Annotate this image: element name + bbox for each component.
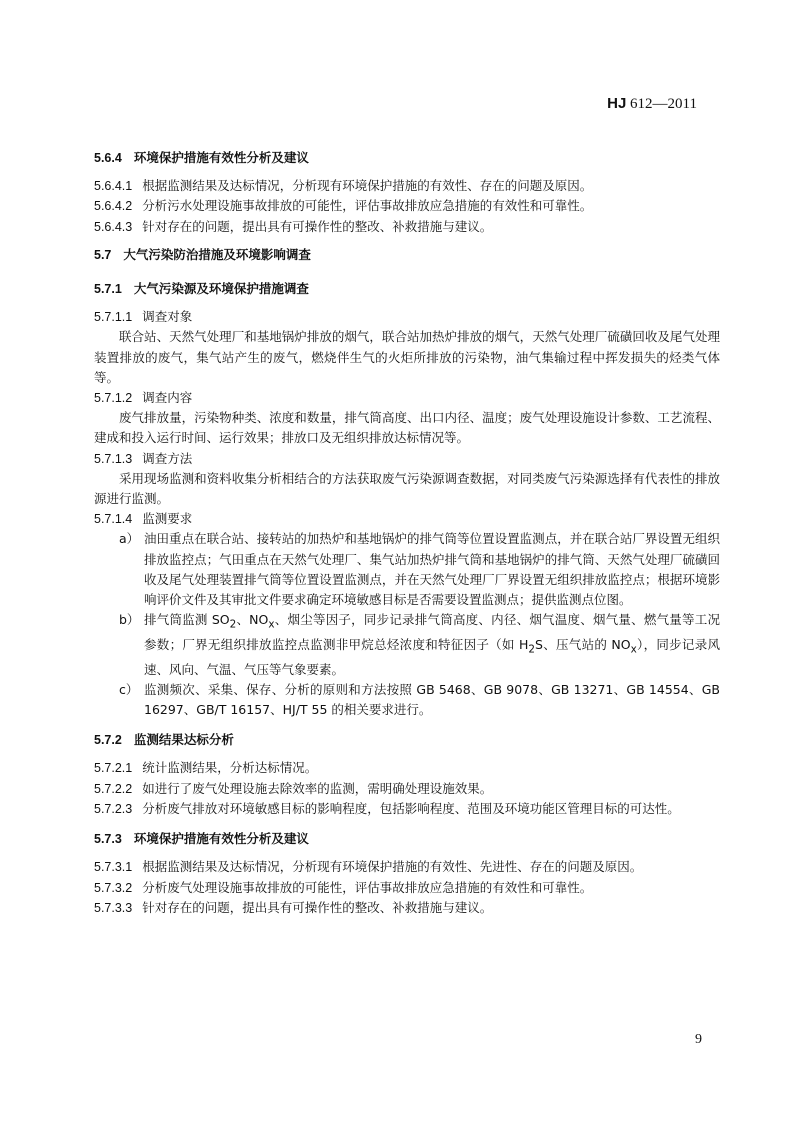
clause-5-7-1-2 — [94, 388, 720, 408]
text-run: ），同步记录风速、风向、气温、气压等气象要素。 — [144, 636, 720, 677]
clause-5-7-1-1 — [94, 307, 720, 327]
clause-number: 5.7.2.2 — [94, 781, 133, 796]
text-run: S、压气站的 NO — [535, 636, 631, 652]
section-5-7-3-heading — [94, 829, 720, 849]
page-number: 9 — [695, 1032, 702, 1047]
clause-title: 调查内容 — [142, 390, 193, 406]
section-5-7-heading — [94, 245, 720, 265]
paragraph: 废气排放量，污染物种类、浓度和数量，排气筒高度、出口内径、温度；废气处理设施设计参数、工艺流程、建成和投入运行时间、运行效果；排放口及无组织排放达标情况等。 — [94, 410, 720, 446]
clause-5-7-3-1 — [94, 857, 720, 877]
clause-number: 5.7.3.2 — [94, 880, 133, 895]
section-5-6-4-heading — [94, 148, 720, 168]
section-title: 监测结果达标分析 — [133, 732, 234, 748]
header-code: HJ — [607, 95, 627, 112]
document-body — [94, 148, 720, 918]
list-marker: a） — [119, 531, 140, 547]
subscript: x — [630, 643, 637, 656]
list-text: 监测频次、采集、保存、分析的原则和方法按照 GB 5468、GB 9078、GB 13271、GB 14554、GB 16297、GB/T 16157、HJ/T 55 的相关要求进行。 — [144, 681, 720, 718]
list-item — [119, 610, 720, 680]
clause-5-7-3-2 — [94, 878, 720, 898]
requirement-list — [94, 529, 720, 720]
clause-text: 针对存在的问题，提出具有可操作性的整改、补救措施与建议。 — [142, 218, 493, 234]
section-number: 5.7.3 — [94, 832, 122, 847]
list-text — [144, 610, 720, 680]
clause-text: 统计监测结果，分析达标情况。 — [142, 760, 318, 776]
clause-5-7-1-4 — [94, 509, 720, 529]
clause-text: 针对存在的问题，提出具有可操作性的整改、补救措施与建议。 — [142, 899, 493, 915]
header-number: 612—2011 — [630, 96, 697, 112]
section-title: 大气污染防治措施及环境影响调查 — [123, 246, 311, 262]
clause-number: 5.6.4.3 — [94, 219, 133, 234]
clause-text: 根据监测结果及达标情况，分析现有环境保护措施的有效性、先进性、存在的问题及原因。 — [142, 859, 643, 875]
clause-number: 5.6.4.1 — [94, 179, 133, 194]
clause-5-7-2-2 — [94, 779, 720, 799]
text-run: 排气筒监测 SO — [144, 612, 230, 628]
clause-title: 监测要求 — [142, 511, 193, 527]
subscript: x — [268, 618, 275, 631]
text-run: 、NO — [236, 612, 269, 628]
clause-title: 调查方法 — [142, 450, 193, 466]
clause-number: 5.7.3.1 — [94, 860, 133, 875]
section-number: 5.7 — [94, 247, 112, 262]
clause-5-6-4-2 — [94, 196, 720, 216]
paragraph: 联合站、天然气处理厂和基地锅炉排放的烟气，联合站加热炉排放的烟气，天然气处理厂硫磺回收及尾气处理装置排放的废气，集气站产生的废气，燃烧伴生气的火炬所排放的污染物，油气集输过程中挥发损失的烃类气体等。 — [94, 329, 720, 385]
clause-number: 5.7.1.1 — [94, 310, 133, 325]
section-title: 环境保护措施有效性分析及建议 — [133, 831, 309, 847]
clause-text: 根据监测结果及达标情况，分析现有环境保护措施的有效性、存在的问题及原因。 — [142, 178, 593, 194]
section-5-7-2-heading — [94, 730, 720, 750]
clause-5-7-3-3 — [94, 898, 720, 918]
section-title: 环境保护措施有效性分析及建议 — [133, 150, 309, 165]
clause-number: 5.7.1.2 — [94, 391, 133, 406]
section-number: 5.7.1 — [94, 282, 122, 297]
section-number: 5.6.4 — [94, 151, 122, 165]
subscript: 2 — [229, 618, 237, 631]
clause-text: 分析废气排放对环境敏感目标的影响程度，包括影响程度、范围及环境功能区管理目标的可达性。 — [142, 800, 680, 816]
clause-5-7-2-3 — [94, 799, 720, 819]
clause-text: 分析污水处理设施事故排放的可能性，评估事故排放应急措施的有效性和可靠性。 — [142, 198, 593, 214]
standard-header — [607, 95, 697, 113]
paragraph: 采用现场监测和资料收集分析相结合的方法获取废气污染源调查数据，对同类废气污染源选择有代表性的排放源进行监测。 — [94, 470, 720, 507]
clause-text: 分析废气处理设施事故排放的可能性，评估事故排放应急措施的有效性和可靠性。 — [142, 879, 593, 895]
clause-number: 5.7.1.3 — [94, 451, 133, 466]
clause-number: 5.7.1.4 — [94, 512, 133, 527]
subscript: 2 — [528, 643, 535, 656]
section-title: 大气污染源及环境保护措施调查 — [133, 281, 309, 297]
clause-number: 5.7.3.3 — [94, 900, 133, 915]
text-run: 、烟尘等因子，同步记录排气筒高度、内径、烟气温度、烟气量、燃气量等工况参数；厂界无组织排放监控点监测非甲烷总烃浓度和特征因子（如 H — [144, 612, 720, 652]
list-marker: b） — [119, 612, 140, 628]
section-5-6-4-items — [94, 176, 720, 237]
clause-number: 5.6.4.2 — [94, 199, 133, 214]
list-marker: c） — [119, 681, 139, 697]
clause-number: 5.7.2.3 — [94, 801, 133, 816]
clause-5-6-4-3 — [94, 217, 720, 237]
list-item — [119, 680, 720, 720]
clause-title: 调查对象 — [142, 309, 193, 325]
section-5-7-3-items — [94, 857, 720, 918]
list-text: 油田重点在联合站、接转站的加热炉和基地锅炉的排气筒等位置设置监测点，并在联合站厂界设置无组织排放监控点；气田重点在天然气处理厂、集气站加热炉排气筒和基地锅炉的排气筒、天然气处理厂硫磺回收及尾气处理装置排气筒等位置设置监测点，并在天然气处理厂厂界设置无组织排放监控点；根据环境影响评价文件及其审批文件要求确定环境敏感目标是否需要设置监测点；提供监测点位图。 — [144, 531, 720, 608]
clause-text: 如进行了废气处理设施去除效率的监测，需明确处理设施效果。 — [142, 780, 493, 796]
clause-number: 5.7.2.1 — [94, 761, 133, 776]
section-5-7-2-items — [94, 758, 720, 819]
clause-5-7-2-1 — [94, 758, 720, 778]
section-number: 5.7.2 — [94, 733, 122, 748]
section-5-7-1-heading — [94, 279, 720, 299]
clause-5-7-1-3 — [94, 449, 720, 469]
clause-5-6-4-1 — [94, 176, 720, 196]
section-5-7-1-body — [94, 307, 720, 720]
list-item — [119, 529, 720, 610]
